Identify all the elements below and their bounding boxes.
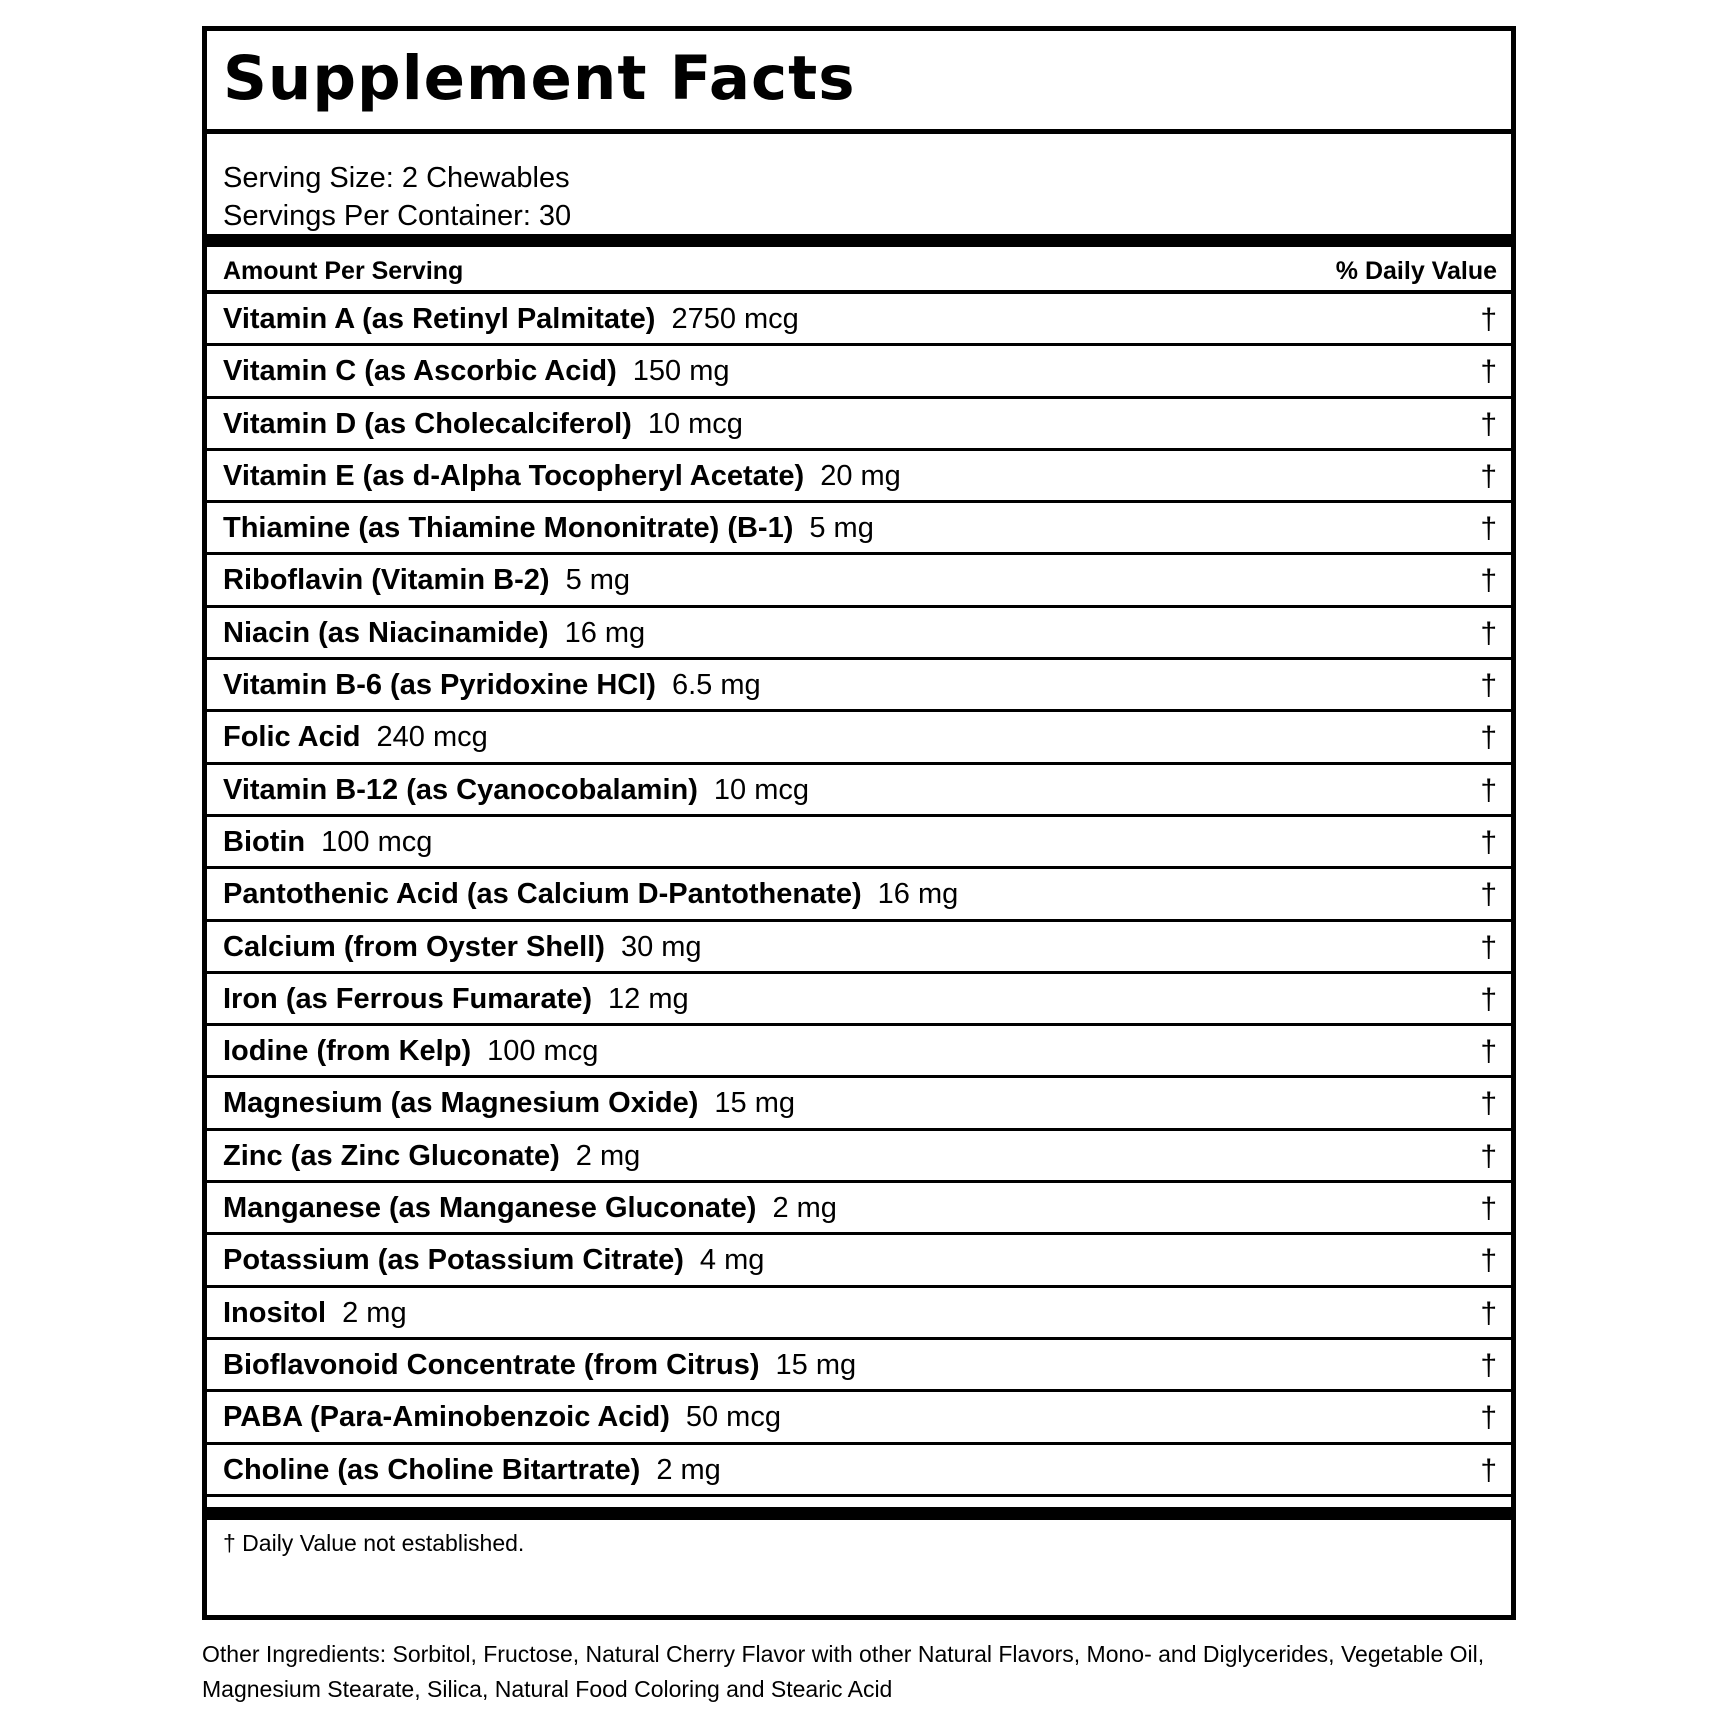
daily-value-dagger: † bbox=[1480, 616, 1497, 650]
table-row bbox=[207, 922, 1511, 974]
ingredient-cell bbox=[223, 616, 646, 649]
table-row bbox=[207, 1288, 1511, 1340]
ingredient-name: Bioflavonoid Concentrate (from Citrus) bbox=[223, 1348, 760, 1381]
ingredient-cell bbox=[223, 1403, 781, 1432]
other-ingredients: Other Ingredients: Sorbitol, Fructose, Natural Cherry Flavor with other Natural Flavors, Mono- and Diglycerides, Vegetable Oil, Magnesium Stearate, Silica, Natural Food Coloring and Stearic Acid bbox=[202, 1641, 1485, 1702]
ingredient-name: Biotin bbox=[223, 825, 306, 858]
ingredient-cell bbox=[223, 982, 689, 1015]
ingredient-name: Choline (as Choline Bitartrate) bbox=[223, 1453, 641, 1486]
ingredient-amount: 6.5 mg bbox=[671, 669, 761, 702]
thick-divider-bottom bbox=[207, 1507, 1511, 1520]
ingredient-cell bbox=[223, 671, 761, 700]
ingredient-cell bbox=[223, 1246, 764, 1275]
serving-size: Serving Size: 2 Chewables bbox=[223, 162, 570, 194]
ingredient-cell bbox=[223, 825, 433, 858]
ingredient-cell bbox=[223, 773, 809, 806]
ingredient-cell bbox=[223, 407, 743, 440]
ingredient-amount: 12 mg bbox=[608, 982, 689, 1015]
daily-value-dagger: † bbox=[1480, 1296, 1497, 1330]
daily-value-dagger: † bbox=[1480, 1401, 1497, 1435]
ingredient-cell bbox=[223, 1089, 795, 1118]
daily-value-dagger: † bbox=[1480, 1139, 1497, 1173]
ingredient-amount: 5 mg bbox=[809, 512, 874, 545]
ingredient-cell bbox=[223, 514, 874, 543]
ingredient-amount: 100 mcg bbox=[487, 1035, 599, 1068]
ingredient-name: Vitamin E (as d-Alpha Tocopheryl Acetate) bbox=[223, 459, 805, 492]
ingredient-cell bbox=[223, 1194, 837, 1223]
column-header-row bbox=[207, 247, 1511, 294]
ingredient-cell bbox=[223, 930, 702, 963]
ingredient-cell bbox=[223, 1348, 857, 1381]
table-row bbox=[207, 346, 1511, 398]
table-row bbox=[207, 974, 1511, 1026]
ingredient-amount: 5 mg bbox=[565, 564, 631, 597]
daily-value-dagger: † bbox=[1480, 512, 1497, 546]
daily-value-dagger: † bbox=[1480, 303, 1497, 336]
table-row bbox=[207, 1131, 1511, 1183]
table-row bbox=[207, 1340, 1511, 1392]
daily-value-dagger: † bbox=[1480, 825, 1497, 859]
ingredient-name: Magnesium (as Magnesium Oxide) bbox=[223, 1087, 699, 1120]
ingredient-name: PABA (Para-Aminobenzoic Acid) bbox=[223, 1401, 670, 1434]
table-row bbox=[207, 1183, 1511, 1235]
ingredient-name: Vitamin A (as Retinyl Palmitate) bbox=[223, 303, 656, 335]
table-row bbox=[207, 765, 1511, 817]
daily-value-dagger: † bbox=[1480, 1244, 1497, 1278]
ingredient-amount: 2 mg bbox=[575, 1139, 641, 1172]
ingredient-name: Zinc (as Zinc Gluconate) bbox=[223, 1139, 560, 1172]
ingredient-cell bbox=[223, 459, 901, 492]
ingredient-amount: 2 mg bbox=[656, 1453, 721, 1486]
daily-value-dagger: † bbox=[1480, 1192, 1497, 1226]
daily-value-dagger: † bbox=[1480, 930, 1497, 964]
daily-value-dagger: † bbox=[1480, 1087, 1497, 1121]
ingredient-cell bbox=[223, 1296, 407, 1329]
ingredient-amount: 2 mg bbox=[342, 1296, 407, 1329]
table-row bbox=[207, 399, 1511, 451]
supplement-facts-panel bbox=[202, 26, 1516, 1620]
ingredient-amount: 20 mg bbox=[820, 459, 901, 492]
daily-value-dagger: † bbox=[1480, 1035, 1497, 1069]
ingredient-amount: 4 mg bbox=[699, 1244, 765, 1277]
daily-value-dagger: † bbox=[1480, 982, 1497, 1016]
table-row bbox=[207, 712, 1511, 764]
daily-value-dagger: † bbox=[1480, 1453, 1497, 1487]
table-row bbox=[207, 1078, 1511, 1130]
daily-value-footnote: † Daily Value not established. bbox=[223, 1530, 525, 1556]
ingredient-name: Calcium (from Oyster Shell) bbox=[223, 930, 605, 963]
daily-value-dagger: † bbox=[1480, 669, 1497, 703]
daily-value-dagger: † bbox=[1480, 1348, 1497, 1382]
table-row bbox=[207, 1026, 1511, 1078]
table-row bbox=[207, 294, 1511, 346]
table-row bbox=[207, 555, 1511, 607]
table-row bbox=[207, 817, 1511, 869]
daily-value-dagger: † bbox=[1480, 878, 1497, 912]
daily-value-dagger: † bbox=[1480, 459, 1497, 493]
ingredient-cell bbox=[223, 1453, 721, 1486]
ingredient-name: Iodine (from Kelp) bbox=[223, 1035, 472, 1068]
ingredient-cell bbox=[223, 880, 958, 909]
ingredient-cell bbox=[223, 1139, 641, 1172]
ingredient-name: Vitamin B-6 (as Pyridoxine HCl) bbox=[223, 669, 656, 702]
table-row bbox=[207, 1445, 1511, 1497]
daily-value-dagger: † bbox=[1480, 564, 1497, 598]
ingredient-amount: 2750 mcg bbox=[671, 303, 799, 335]
ingredient-rows bbox=[207, 294, 1511, 1497]
ingredient-amount: 16 mg bbox=[564, 616, 646, 649]
table-row bbox=[207, 1235, 1511, 1287]
ingredient-name: Manganese (as Manganese Gluconate) bbox=[223, 1192, 757, 1225]
table-row bbox=[207, 1392, 1511, 1444]
ingredient-amount: 10 mcg bbox=[647, 407, 743, 440]
ingredient-name: Iron (as Ferrous Fumarate) bbox=[223, 982, 593, 1015]
ingredient-amount: 150 mg bbox=[632, 355, 730, 388]
ingredient-cell bbox=[223, 357, 730, 386]
serving-section bbox=[207, 134, 1511, 234]
ingredient-cell bbox=[223, 566, 630, 595]
title-section bbox=[207, 31, 1511, 134]
ingredient-amount: 240 mcg bbox=[376, 721, 488, 754]
ingredient-name: Niacin (as Niacinamide) bbox=[223, 616, 549, 649]
thick-divider-top bbox=[207, 234, 1511, 247]
ingredient-amount: 15 mg bbox=[714, 1087, 795, 1120]
table-row bbox=[207, 660, 1511, 712]
ingredient-name: Potassium (as Potassium Citrate) bbox=[223, 1244, 684, 1277]
ingredient-name: Vitamin B-12 (as Cyanocobalamin) bbox=[223, 773, 698, 806]
table-row bbox=[207, 503, 1511, 555]
ingredient-name: Riboflavin (Vitamin B-2) bbox=[223, 564, 550, 597]
ingredient-cell bbox=[223, 1037, 598, 1066]
ingredient-name: Thiamine (as Thiamine Mononitrate) (B-1) bbox=[223, 512, 794, 545]
ingredient-amount: 15 mg bbox=[775, 1348, 857, 1381]
ingredient-amount: 2 mg bbox=[772, 1192, 837, 1225]
daily-value-dagger: † bbox=[1480, 721, 1497, 755]
amount-per-serving-header: Amount Per Serving bbox=[223, 257, 464, 285]
table-row bbox=[207, 869, 1511, 921]
table-row bbox=[207, 608, 1511, 660]
servings-per-container: Servings Per Container: 30 bbox=[223, 200, 572, 232]
daily-value-dagger: † bbox=[1480, 355, 1497, 389]
daily-value-dagger: † bbox=[1480, 407, 1497, 441]
panel-title: Supplement Facts bbox=[223, 43, 856, 114]
ingredient-cell bbox=[223, 305, 799, 334]
ingredient-name: Vitamin D (as Cholecalciferol) bbox=[223, 407, 632, 440]
daily-value-dagger: † bbox=[1480, 773, 1497, 807]
ingredient-name: Inositol bbox=[223, 1296, 327, 1329]
ingredient-name: Folic Acid bbox=[223, 721, 361, 754]
ingredient-name: Vitamin C (as Ascorbic Acid) bbox=[223, 355, 617, 388]
daily-value-header: % Daily Value bbox=[1335, 257, 1497, 285]
ingredient-cell bbox=[223, 723, 488, 752]
ingredient-amount: 50 mcg bbox=[685, 1401, 781, 1434]
ingredient-amount: 30 mg bbox=[620, 930, 702, 963]
ingredient-name: Pantothenic Acid (as Calcium D-Pantothenate) bbox=[223, 878, 862, 911]
ingredient-amount: 10 mcg bbox=[713, 773, 809, 806]
table-row bbox=[207, 451, 1511, 503]
ingredient-amount: 100 mcg bbox=[321, 825, 433, 858]
ingredient-amount: 16 mg bbox=[877, 878, 959, 911]
